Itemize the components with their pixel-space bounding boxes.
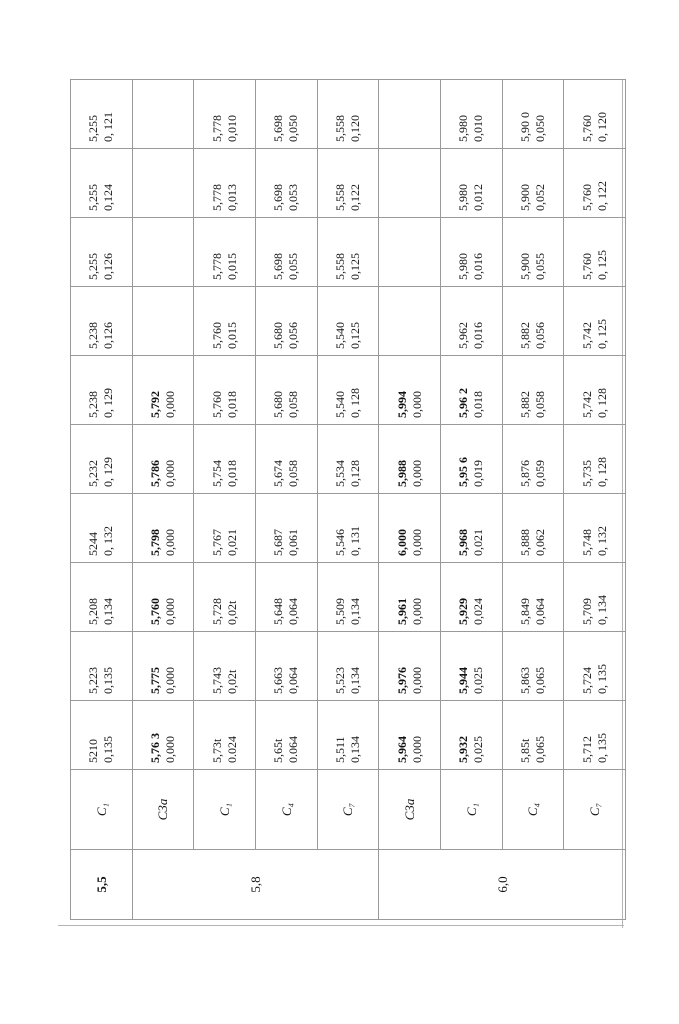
- value-cell: [379, 494, 441, 563]
- value-cell: [564, 356, 626, 425]
- value-secondary: 0,065: [532, 736, 547, 763]
- value-secondary: 0,000: [409, 667, 424, 694]
- value-cell: [440, 494, 502, 563]
- value-secondary: 0,052: [532, 184, 547, 211]
- table-row: [379, 80, 441, 920]
- value-primary: 5,760: [209, 322, 224, 349]
- value-primary: 5,96 2: [456, 388, 471, 418]
- value-secondary: 0,125: [347, 253, 362, 280]
- value-secondary: 0,015: [224, 253, 239, 280]
- value-primary: 5,663: [271, 667, 286, 694]
- value-secondary: 0,058: [286, 391, 301, 418]
- value-secondary: 0,062: [532, 529, 547, 556]
- parameter-cell: C₇: [564, 770, 626, 850]
- value-primary: 5,558: [332, 253, 347, 280]
- value-cell: [194, 287, 256, 356]
- value-cell: [194, 80, 256, 149]
- value-secondary: 0,025: [471, 736, 486, 763]
- value-secondary: 0,000: [162, 736, 177, 763]
- group-header-cell: 6,0: [379, 850, 626, 920]
- value-cell: [132, 80, 194, 149]
- value-cell: [440, 632, 502, 701]
- value-primary: 5,698: [271, 253, 286, 280]
- value-secondary: 0,000: [409, 460, 424, 487]
- value-primary: 5,760: [579, 184, 594, 211]
- value-primary: 5,709: [579, 598, 594, 625]
- value-cell: [194, 356, 256, 425]
- value-primary: 5,674: [271, 460, 286, 487]
- value-primary: 5,255: [86, 115, 101, 142]
- value-cell: [502, 149, 564, 218]
- value-cell: [194, 149, 256, 218]
- value-secondary: 0,126: [101, 322, 116, 349]
- value-secondary: 0,058: [532, 391, 547, 418]
- value-primary: 5,980: [456, 115, 471, 142]
- value-primary: 5,511: [332, 736, 347, 763]
- value-primary: 5,534: [332, 460, 347, 487]
- value-primary: 5,980: [456, 253, 471, 280]
- value-cell: [564, 80, 626, 149]
- value-secondary: 0,02t: [224, 669, 239, 694]
- value-secondary: 0,000: [409, 529, 424, 556]
- value-secondary: 0, 135: [594, 664, 609, 694]
- value-cell: [132, 563, 194, 632]
- value-cell: [564, 701, 626, 770]
- value-secondary: 0, 135: [594, 733, 609, 763]
- value-secondary: 0, 125: [594, 250, 609, 280]
- value-cell: [440, 149, 502, 218]
- value-primary: 5,255: [86, 253, 101, 280]
- value-primary: 5210: [86, 739, 101, 763]
- value-cell: [379, 287, 441, 356]
- value-primary: 5,980: [456, 184, 471, 211]
- value-cell: [255, 494, 317, 563]
- value-primary: 5,735: [579, 460, 594, 487]
- value-cell: [564, 287, 626, 356]
- value-primary: 5,208: [86, 598, 101, 625]
- value-cell: [71, 218, 133, 287]
- value-secondary: 0, 132: [101, 526, 116, 556]
- value-cell: [564, 632, 626, 701]
- value-cell: [132, 287, 194, 356]
- value-primary: 5,232: [86, 460, 101, 487]
- value-cell: [502, 356, 564, 425]
- value-primary: 5,932: [456, 736, 471, 763]
- value-primary: 5244: [86, 532, 101, 556]
- value-secondary: 0,135: [101, 667, 116, 694]
- value-primary: 5,698: [271, 184, 286, 211]
- value-cell: [564, 149, 626, 218]
- value-cell: [194, 218, 256, 287]
- table-row: [564, 80, 626, 920]
- value-primary: 5,90 0: [517, 112, 532, 142]
- value-cell: [317, 701, 379, 770]
- value-secondary: 0,050: [286, 115, 301, 142]
- value-primary: 5,760: [579, 253, 594, 280]
- value-secondary: 0,058: [286, 460, 301, 487]
- value-primary: 5,742: [579, 322, 594, 349]
- value-cell: [255, 218, 317, 287]
- value-secondary: 0,059: [532, 460, 547, 487]
- parameter-cell: C₁: [194, 770, 256, 850]
- value-secondary: 0,010: [224, 115, 239, 142]
- value-secondary: 0,064: [286, 598, 301, 625]
- value-primary: 5,900: [517, 253, 532, 280]
- value-cell: [379, 632, 441, 701]
- value-secondary: 0, 128: [594, 457, 609, 487]
- value-secondary: 0,056: [286, 322, 301, 349]
- value-primary: 5,728: [209, 598, 224, 625]
- value-cell: [379, 425, 441, 494]
- value-cell: [564, 425, 626, 494]
- value-cell: [132, 425, 194, 494]
- value-secondary: 0,012: [471, 184, 486, 211]
- value-cell: [379, 80, 441, 149]
- value-cell: [440, 425, 502, 494]
- value-secondary: 0,000: [409, 736, 424, 763]
- value-secondary: 0,000: [162, 667, 177, 694]
- value-secondary: 0, 129: [101, 388, 116, 418]
- value-secondary: 0,124: [101, 184, 116, 211]
- value-primary: 5,680: [271, 391, 286, 418]
- value-cell: [379, 218, 441, 287]
- value-secondary: 0,000: [162, 598, 177, 625]
- value-primary: 5,680: [271, 322, 286, 349]
- value-primary: 5,85t: [517, 738, 532, 763]
- value-cell: [255, 149, 317, 218]
- value-primary: 5,900: [517, 184, 532, 211]
- value-primary: 5,546: [332, 529, 347, 556]
- value-secondary: 0,126: [101, 253, 116, 280]
- value-secondary: 0, 131: [347, 526, 362, 556]
- value-secondary: 0,018: [471, 391, 486, 418]
- value-primary: 5,929: [456, 598, 471, 625]
- value-primary: 5,944: [456, 667, 471, 694]
- parameter-cell: C₁: [71, 770, 133, 850]
- value-primary: 5,962: [456, 322, 471, 349]
- value-cell: [502, 287, 564, 356]
- value-primary: 5,76 3: [147, 733, 162, 763]
- value-secondary: 0,050: [532, 115, 547, 142]
- value-primary: 5,767: [209, 529, 224, 556]
- value-secondary: 0,055: [532, 253, 547, 280]
- value-secondary: 0,021: [224, 529, 239, 556]
- value-cell: [71, 563, 133, 632]
- value-primary: 5,743: [209, 667, 224, 694]
- value-primary: 5,994: [394, 391, 409, 418]
- value-cell: [502, 701, 564, 770]
- value-cell: [255, 287, 317, 356]
- value-secondary: 0,122: [347, 184, 362, 211]
- value-cell: [194, 494, 256, 563]
- value-cell: [440, 80, 502, 149]
- value-primary: 6,000: [394, 529, 409, 556]
- value-primary: 5,961: [394, 598, 409, 625]
- value-cell: [132, 218, 194, 287]
- value-cell: [194, 632, 256, 701]
- value-primary: 5,792: [147, 391, 162, 418]
- value-primary: 5,882: [517, 391, 532, 418]
- value-cell: [132, 149, 194, 218]
- value-primary: 5,540: [332, 322, 347, 349]
- value-cell: [317, 356, 379, 425]
- value-cell: [71, 701, 133, 770]
- value-secondary: 0,128: [347, 460, 362, 487]
- value-cell: [317, 563, 379, 632]
- value-cell: [440, 563, 502, 632]
- value-primary: 5,509: [332, 598, 347, 625]
- parameter-cell: C₁: [440, 770, 502, 850]
- value-cell: [379, 356, 441, 425]
- value-primary: 5,876: [517, 460, 532, 487]
- value-primary: 5,778: [209, 115, 224, 142]
- value-cell: [317, 287, 379, 356]
- value-secondary: 0,013: [224, 184, 239, 211]
- value-cell: [132, 632, 194, 701]
- value-cell: [132, 356, 194, 425]
- table-row: [255, 80, 317, 920]
- value-secondary: 0,055: [286, 253, 301, 280]
- value-cell: [132, 494, 194, 563]
- value-primary: 5,798: [147, 529, 162, 556]
- value-primary: 5,238: [86, 322, 101, 349]
- value-primary: 5,223: [86, 667, 101, 694]
- value-primary: 5,888: [517, 529, 532, 556]
- value-primary: 5,863: [517, 667, 532, 694]
- value-primary: 5,558: [332, 115, 347, 142]
- value-cell: [194, 701, 256, 770]
- value-secondary: 0.024: [224, 736, 239, 763]
- value-primary: 5,73t: [209, 738, 224, 763]
- value-cell: [502, 563, 564, 632]
- parameter-cell: C₇: [317, 770, 379, 850]
- value-primary: 5,540: [332, 391, 347, 418]
- value-secondary: 0,02t: [224, 600, 239, 625]
- value-secondary: 0,134: [347, 736, 362, 763]
- value-secondary: 0,019: [471, 460, 486, 487]
- parameter-cell: C3a: [379, 770, 441, 850]
- value-cell: [132, 701, 194, 770]
- value-secondary: 0,025: [471, 667, 486, 694]
- value-cell: [502, 80, 564, 149]
- value-cell: [564, 218, 626, 287]
- value-primary: 5,754: [209, 460, 224, 487]
- value-primary: 5,976: [394, 667, 409, 694]
- group-header-cell: 5,8: [132, 850, 379, 920]
- value-cell: [255, 701, 317, 770]
- value-cell: [71, 287, 133, 356]
- value-secondary: 0,000: [162, 460, 177, 487]
- value-cell: [379, 149, 441, 218]
- value-primary: 5,742: [579, 391, 594, 418]
- value-primary: 5,786: [147, 460, 162, 487]
- value-secondary: 0,134: [347, 667, 362, 694]
- value-secondary: 0,018: [224, 391, 239, 418]
- value-primary: 5,95 6: [456, 457, 471, 487]
- value-cell: [317, 80, 379, 149]
- table-row: [132, 80, 194, 920]
- value-secondary: 0.064: [286, 736, 301, 763]
- value-secondary: 0,024: [471, 598, 486, 625]
- table-row: [317, 80, 379, 920]
- value-primary: 5,255: [86, 184, 101, 211]
- value-cell: [71, 632, 133, 701]
- table-row: [440, 80, 502, 920]
- value-secondary: 0,021: [471, 529, 486, 556]
- value-cell: [317, 149, 379, 218]
- value-cell: [317, 632, 379, 701]
- value-primary: 5,988: [394, 460, 409, 487]
- value-cell: [71, 425, 133, 494]
- value-primary: 5,712: [579, 736, 594, 763]
- value-cell: [255, 632, 317, 701]
- value-secondary: 0, 120: [594, 112, 609, 142]
- value-secondary: 0,000: [162, 391, 177, 418]
- value-secondary: 0, 129: [101, 457, 116, 487]
- value-secondary: 0, 132: [594, 526, 609, 556]
- value-primary: 5,724: [579, 667, 594, 694]
- value-cell: [502, 425, 564, 494]
- value-primary: 5,760: [147, 598, 162, 625]
- value-primary: 5,760: [579, 115, 594, 142]
- value-secondary: 0, 122: [594, 181, 609, 211]
- value-cell: [502, 494, 564, 563]
- parameter-cell: C₄: [502, 770, 564, 850]
- value-secondary: 0, 134: [594, 595, 609, 625]
- value-secondary: 0,000: [409, 598, 424, 625]
- value-cell: [317, 425, 379, 494]
- value-primary: 5,968: [456, 529, 471, 556]
- value-secondary: 0,015: [224, 322, 239, 349]
- value-secondary: 0,125: [347, 322, 362, 349]
- value-cell: [71, 356, 133, 425]
- value-secondary: 0,134: [347, 598, 362, 625]
- value-secondary: 0,135: [101, 736, 116, 763]
- parameter-cell: C3а: [132, 770, 194, 850]
- value-secondary: 0,056: [532, 322, 547, 349]
- rotated-table-block: [70, 80, 625, 920]
- value-secondary: 0,010: [471, 115, 486, 142]
- value-primary: 5,849: [517, 598, 532, 625]
- value-cell: [379, 563, 441, 632]
- value-cell: [194, 425, 256, 494]
- value-secondary: 0,018: [224, 460, 239, 487]
- value-cell: [255, 425, 317, 494]
- value-cell: [564, 494, 626, 563]
- value-cell: [317, 494, 379, 563]
- value-secondary: 0, 128: [594, 388, 609, 418]
- value-primary: 5,65t: [271, 738, 286, 763]
- value-secondary: 0,000: [162, 529, 177, 556]
- value-cell: [255, 80, 317, 149]
- value-cell: [71, 494, 133, 563]
- value-secondary: 0,065: [532, 667, 547, 694]
- value-primary: 5,882: [517, 322, 532, 349]
- value-secondary: 0,134: [101, 598, 116, 625]
- value-secondary: 0,061: [286, 529, 301, 556]
- value-cell: [564, 563, 626, 632]
- value-primary: 5,778: [209, 253, 224, 280]
- value-cell: [440, 218, 502, 287]
- value-primary: 5,775: [147, 667, 162, 694]
- value-secondary: 0,016: [471, 253, 486, 280]
- value-cell: [440, 287, 502, 356]
- group-header-cell: 5,5: [71, 850, 133, 920]
- table-row: [71, 80, 133, 920]
- value-secondary: 0, 125: [594, 319, 609, 349]
- table-bottom-rule: [58, 925, 624, 926]
- value-cell: [255, 563, 317, 632]
- value-secondary: 0,120: [347, 115, 362, 142]
- value-secondary: 0,016: [471, 322, 486, 349]
- value-primary: 5,558: [332, 184, 347, 211]
- value-primary: 5,778: [209, 184, 224, 211]
- value-cell: [502, 218, 564, 287]
- value-cell: [71, 80, 133, 149]
- value-primary: 5,238: [86, 391, 101, 418]
- parameter-cell: C₄: [255, 770, 317, 850]
- table-row: [194, 80, 256, 920]
- value-cell: [502, 632, 564, 701]
- value-secondary: 0, 121: [101, 112, 116, 142]
- value-primary: 5,698: [271, 115, 286, 142]
- value-cell: [440, 356, 502, 425]
- data-table: [70, 79, 626, 920]
- value-cell: [71, 149, 133, 218]
- table-row: [502, 80, 564, 920]
- value-primary: 5,964: [394, 736, 409, 763]
- value-secondary: 0,064: [532, 598, 547, 625]
- value-primary: 5,748: [579, 529, 594, 556]
- value-secondary: 0,064: [286, 667, 301, 694]
- value-cell: [440, 701, 502, 770]
- value-cell: [255, 356, 317, 425]
- value-secondary: 0, 128: [347, 388, 362, 418]
- value-secondary: 0,053: [286, 184, 301, 211]
- value-cell: [379, 701, 441, 770]
- value-primary: 5,648: [271, 598, 286, 625]
- value-cell: [317, 218, 379, 287]
- value-cell: [194, 563, 256, 632]
- value-primary: 5,687: [271, 529, 286, 556]
- value-secondary: 0,000: [409, 391, 424, 418]
- value-primary: 5,523: [332, 667, 347, 694]
- value-primary: 5,760: [209, 391, 224, 418]
